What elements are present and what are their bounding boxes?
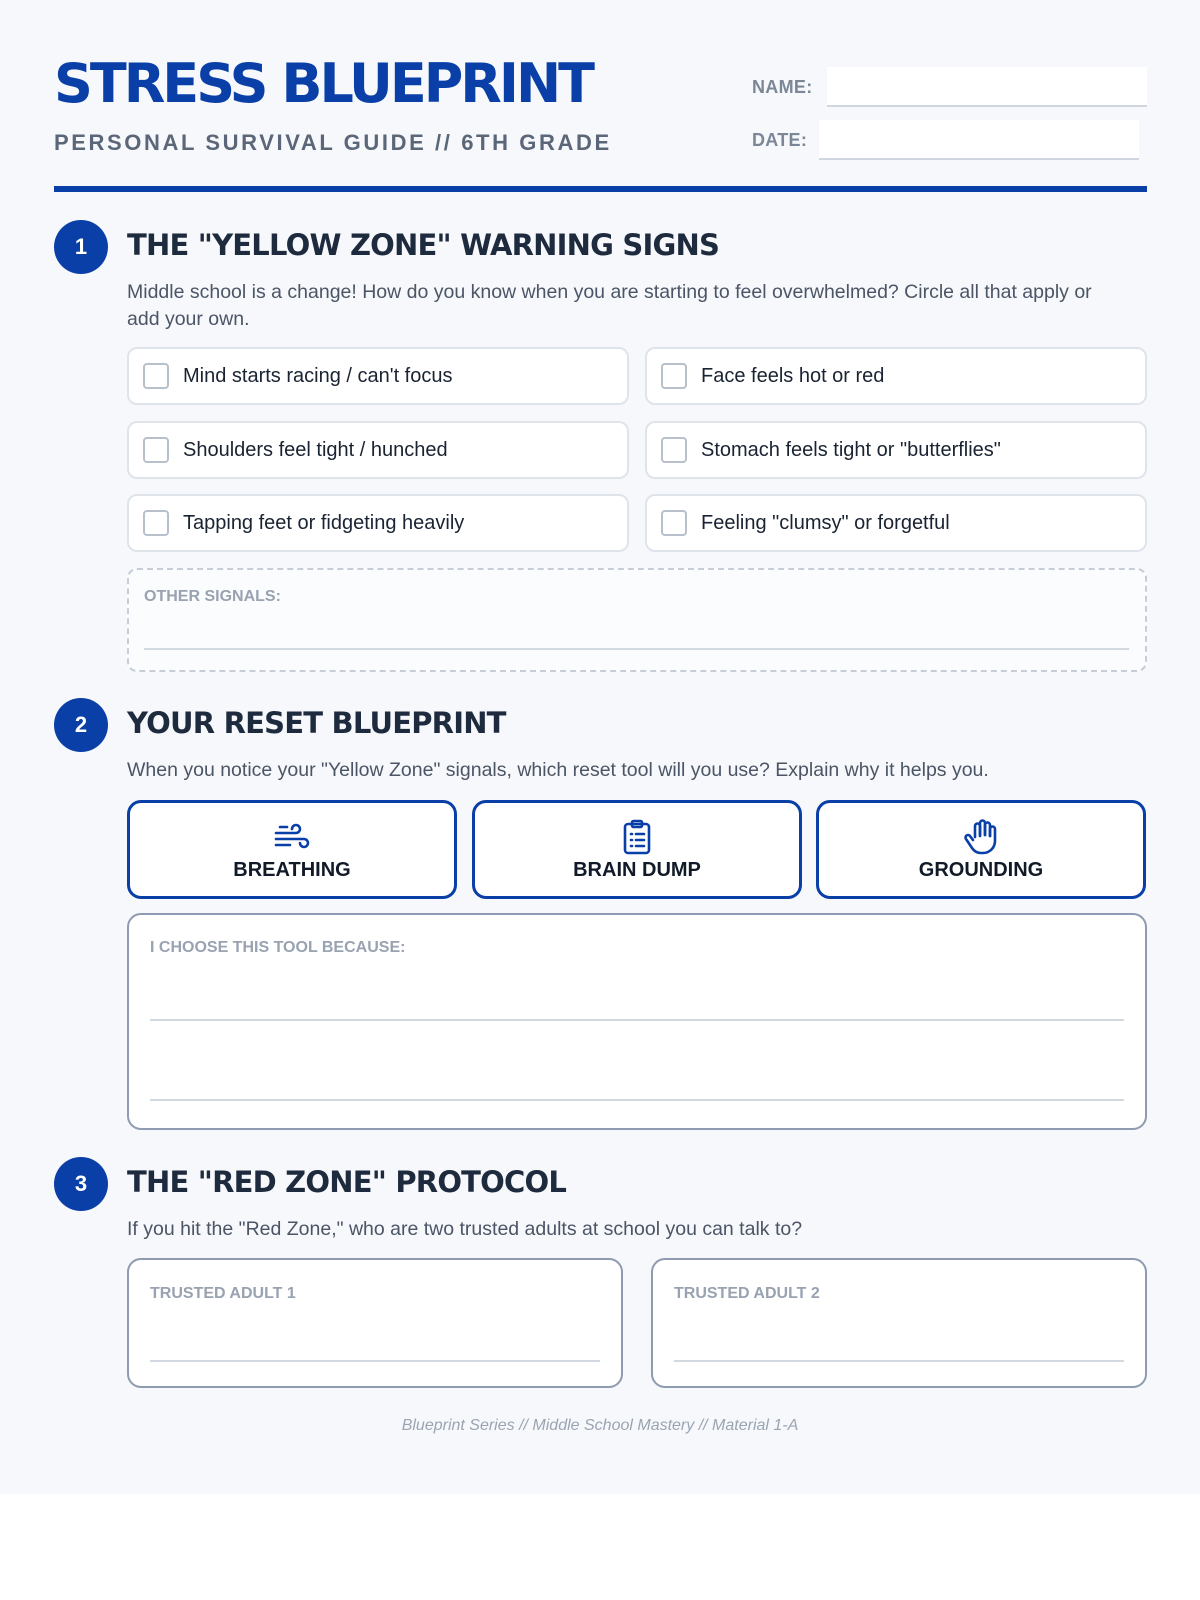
footer-note: Blueprint Series // Middle School Mastery // Material 1-A [401,1417,799,1434]
option-label: Shoulders feel tight / hunched [183,438,448,461]
date-row [752,120,1139,160]
warning-sign-option[interactable] [645,494,1147,552]
option-label: Stomach feels tight or "butterflies" [701,438,1001,461]
warning-sign-option[interactable] [127,494,629,552]
option-label: Tapping feet or fidgeting heavily [183,511,465,534]
option-label: Feeling "clumsy" or forgetful [701,511,950,534]
checkbox[interactable] [143,437,169,463]
checkbox[interactable] [661,363,687,389]
header-divider [54,186,1147,192]
clipboard-list-icon [617,817,657,857]
trusted-adult-1-field[interactable] [150,1320,600,1362]
page-title: STRESS BLUEPRINT [54,52,593,115]
option-label: Face feels hot or red [701,364,885,387]
tool-label: BREATHING [233,859,351,881]
section-1-description: Middle school is a change! How do you know when you are starting to feel overwhelmed? Circle all that apply or add your own. [127,281,1092,330]
wind-icon [272,817,312,857]
name-field[interactable] [827,67,1147,107]
tool-reason-label: I CHOOSE THIS TOOL BECAUSE: [150,939,406,956]
name-label: NAME: [752,76,813,97]
section-3-description: If you hit the "Red Zone," who are two trusted adults at school you can talk to? [127,1218,803,1240]
warning-sign-option[interactable] [645,347,1147,405]
warning-sign-option[interactable] [127,347,629,405]
warning-sign-option[interactable] [645,421,1147,479]
other-signals-label: OTHER SIGNALS: [144,588,281,605]
other-signals-field[interactable] [144,616,1129,650]
trusted-adult-2-field[interactable] [674,1320,1124,1362]
checkbox[interactable] [661,510,687,536]
tool-label: GROUNDING [918,859,1044,881]
tool-breathing-button[interactable] [127,800,457,899]
tool-label: BRAIN DUMP [573,859,701,881]
date-field[interactable] [819,120,1139,160]
page-subtitle: PERSONAL SURVIVAL GUIDE // 6TH GRADE [54,130,612,155]
warning-sign-option[interactable] [127,421,629,479]
tool-brain-dump-button[interactable] [472,800,802,899]
trusted-adult-1-label: TRUSTED ADULT 1 [150,1285,296,1302]
checkbox[interactable] [661,437,687,463]
date-label: DATE: [752,129,808,150]
tool-reason-line-2[interactable] [150,1057,1124,1101]
section-2-number: 2 [54,698,108,752]
hand-icon [961,817,1001,857]
section-2-description: When you notice your "Yellow Zone" signals, which reset tool will you use? Explain why it helps you. [127,759,989,781]
checkbox[interactable] [143,363,169,389]
name-row [752,67,1147,107]
trusted-adult-2-box [651,1258,1147,1388]
tool-reason-line-1[interactable] [150,977,1124,1021]
trusted-adult-1-box [127,1258,623,1388]
tool-grounding-button[interactable] [816,800,1146,899]
section-1-number: 1 [54,220,108,274]
checkbox[interactable] [143,510,169,536]
option-label: Mind starts racing / can't focus [183,364,453,387]
section-1-title: THE "YELLOW ZONE" WARNING SIGNS [127,228,720,262]
other-signals-box [127,568,1147,672]
trusted-adult-2-label: TRUSTED ADULT 2 [674,1285,820,1302]
tool-reason-box [127,913,1147,1130]
section-3-number: 3 [54,1157,108,1211]
section-2-title: YOUR RESET BLUEPRINT [127,706,506,740]
section-3-title: THE "RED ZONE" PROTOCOL [127,1165,567,1199]
